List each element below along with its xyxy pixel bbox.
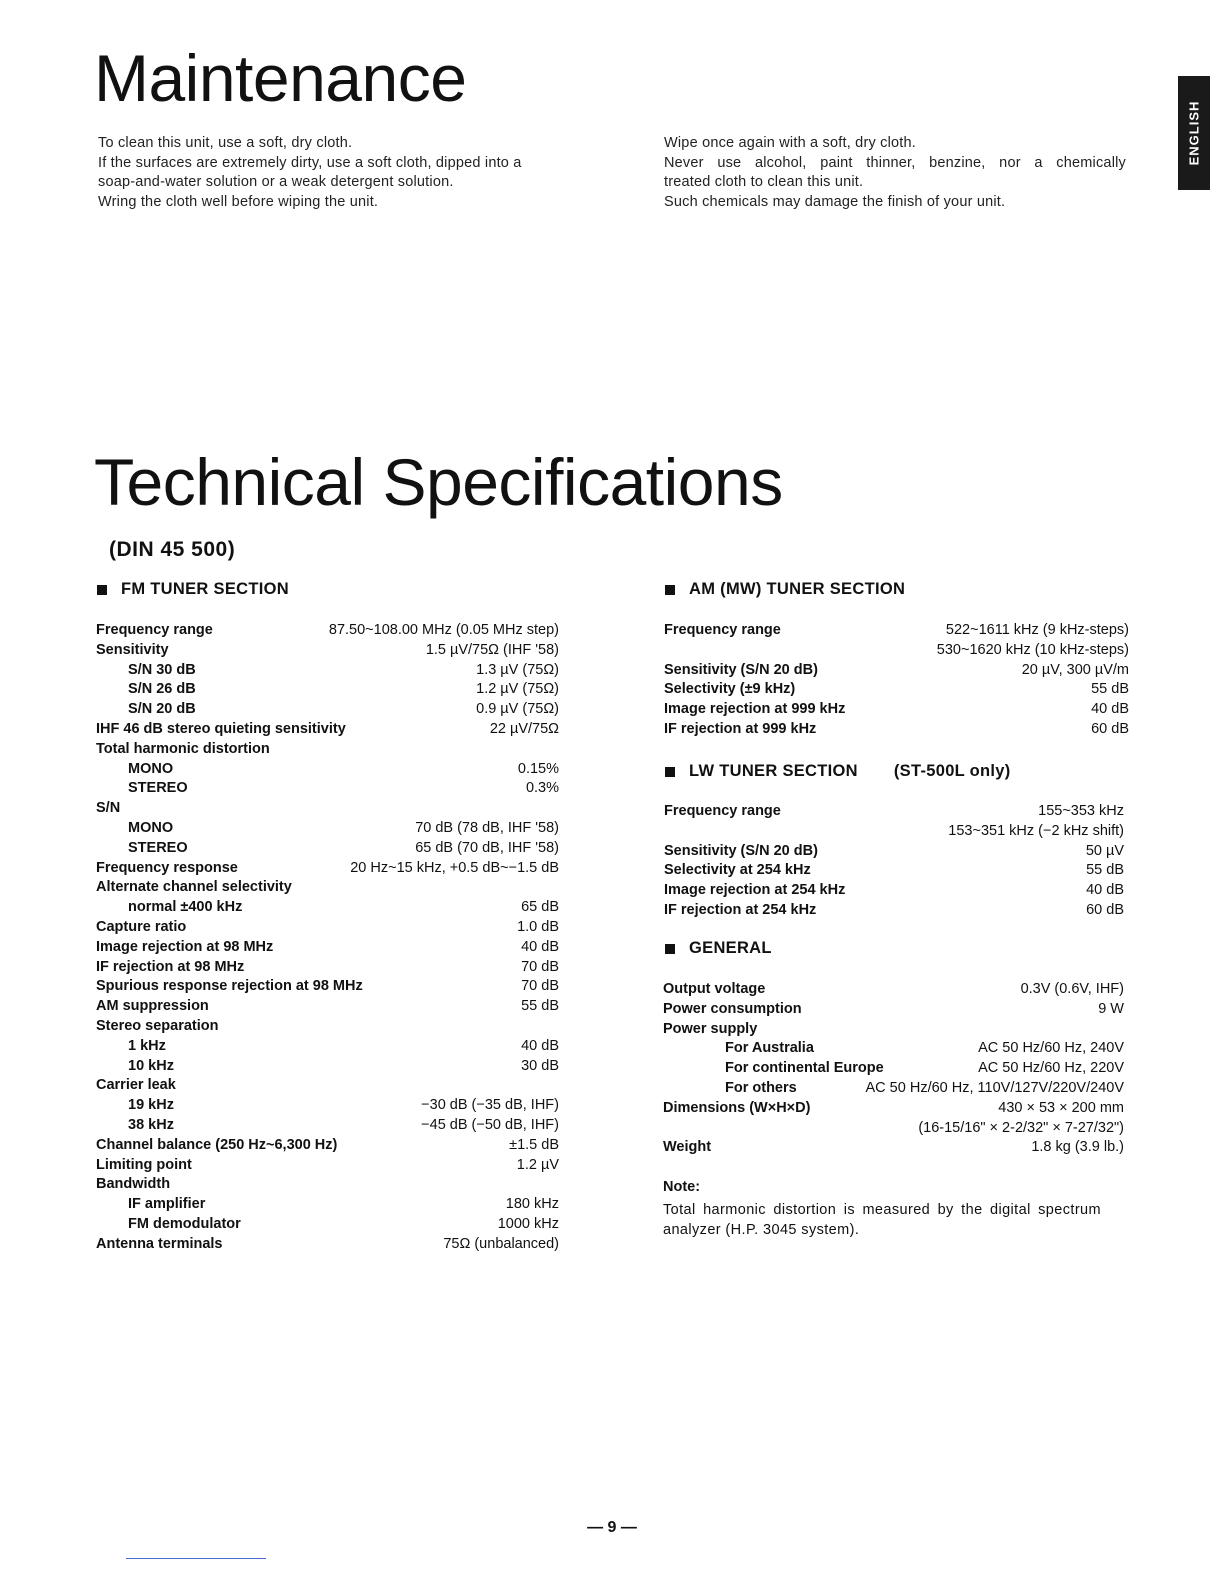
spec-value: 70 dB (78 dB, IHF '58) bbox=[415, 819, 559, 836]
spec-value: 55 dB bbox=[1086, 862, 1124, 879]
spec-value: (16-15/16" × 2-2/32" × 7-27/32") bbox=[918, 1119, 1124, 1136]
spec-row bbox=[96, 938, 559, 958]
spec-value: 40 dB bbox=[521, 938, 559, 955]
spec-row bbox=[96, 1175, 559, 1195]
spec-value: AC 50 Hz/60 Hz, 220V bbox=[978, 1060, 1124, 1077]
spec-label: Sensitivity (S/N 20 dB) bbox=[664, 842, 818, 859]
spec-value: 1.2 µV bbox=[516, 1156, 559, 1173]
spec-label: STEREO bbox=[128, 780, 188, 797]
spec-value: 87.50~108.00 MHz (0.05 MHz step) bbox=[328, 622, 559, 638]
maintenance-line: soap-and-water solution or a weak detergent solution. bbox=[98, 174, 454, 191]
spec-label: IHF 46 dB stereo quieting sensitivity bbox=[96, 720, 346, 737]
spec-row bbox=[664, 822, 1124, 842]
spec-value: 9 W bbox=[1098, 1000, 1124, 1017]
maintenance-line: Never use alcohol, paint thinner, benzine, nor a chemically bbox=[664, 154, 1126, 171]
spec-value: 70 dB bbox=[521, 958, 559, 975]
spec-label: Frequency response bbox=[96, 859, 238, 876]
spec-row bbox=[96, 799, 559, 819]
spec-row bbox=[96, 1195, 559, 1215]
spec-value: 20 µV, 300 µV/m bbox=[1021, 661, 1129, 678]
spec-value: 1000 kHz bbox=[497, 1215, 559, 1232]
spec-label: Sensitivity (S/N 20 dB) bbox=[664, 661, 818, 678]
spec-row bbox=[663, 1079, 1124, 1099]
spec-row bbox=[664, 700, 1129, 720]
spec-label: Limiting point bbox=[96, 1156, 192, 1173]
maintenance-title: Maintenance bbox=[94, 41, 467, 115]
spec-value: 530~1620 kHz (10 kHz-steps) bbox=[936, 641, 1129, 658]
spec-row bbox=[664, 881, 1124, 901]
spec-row bbox=[663, 1119, 1124, 1139]
spec-label: Antenna terminals bbox=[96, 1235, 223, 1252]
spec-value: AC 50 Hz/60 Hz, 240V bbox=[978, 1040, 1124, 1057]
language-tab bbox=[1178, 76, 1210, 190]
spec-label: Image rejection at 999 kHz bbox=[664, 701, 846, 718]
spec-row bbox=[96, 839, 559, 859]
lw-model-note: (ST-500L only) bbox=[893, 762, 1011, 780]
spec-row bbox=[664, 641, 1129, 661]
spec-label: Dimensions (W×H×D) bbox=[663, 1099, 811, 1116]
spec-value: 20 Hz~15 kHz, +0.5 dB~−1.5 dB bbox=[350, 859, 559, 876]
spec-row bbox=[96, 720, 559, 740]
spec-label: Selectivity at 254 kHz bbox=[664, 862, 811, 879]
spec-label: S/N 30 dB bbox=[128, 661, 196, 678]
fm-spec-list bbox=[96, 621, 559, 1255]
spec-value: 1.8 kg (3.9 lb.) bbox=[1031, 1139, 1124, 1156]
spec-row bbox=[664, 680, 1129, 700]
page-number: — 9 — bbox=[587, 1519, 637, 1536]
spec-row bbox=[96, 1156, 559, 1176]
spec-value: 430 × 53 × 200 mm bbox=[998, 1099, 1124, 1116]
spec-row bbox=[663, 1138, 1124, 1158]
fm-section-heading bbox=[97, 580, 289, 599]
spec-value: 70 dB bbox=[521, 978, 559, 995]
spec-label: Carrier leak bbox=[96, 1077, 176, 1094]
spec-row bbox=[96, 918, 559, 938]
maintenance-line: Such chemicals may damage the finish of your unit. bbox=[664, 193, 1006, 210]
spec-value: 22 µV/75Ω bbox=[489, 720, 559, 737]
spec-label: Frequency range bbox=[96, 622, 213, 638]
language-tab-label: ENGLISH bbox=[1186, 100, 1202, 166]
spec-row bbox=[96, 621, 559, 641]
spec-row bbox=[96, 1136, 559, 1156]
lw-heading-text: LW TUNER SECTION bbox=[689, 762, 858, 780]
spec-value: 0.15% bbox=[517, 760, 559, 777]
spec-value: 30 dB bbox=[521, 1057, 559, 1074]
maintenance-left-text bbox=[98, 134, 598, 212]
spec-row bbox=[96, 1017, 559, 1037]
spec-label: 19 kHz bbox=[128, 1097, 174, 1114]
maintenance-line: Wring the cloth well before wiping the unit. bbox=[98, 193, 379, 210]
spec-row bbox=[664, 621, 1129, 641]
spec-label: Sensitivity bbox=[96, 641, 169, 658]
spec-row bbox=[96, 661, 559, 681]
spec-value: 65 dB bbox=[521, 899, 559, 916]
spec-row bbox=[663, 1099, 1124, 1119]
spec-label: Frequency range bbox=[664, 622, 781, 638]
spec-label: S/N 20 dB bbox=[128, 701, 196, 718]
bullet-square-icon bbox=[665, 944, 675, 954]
spec-label: Spurious response rejection at 98 MHz bbox=[96, 978, 363, 995]
spec-row bbox=[664, 720, 1129, 740]
maintenance-line: To clean this unit, use a soft, dry cloth. bbox=[98, 135, 353, 151]
spec-value: 40 dB bbox=[1086, 882, 1124, 899]
spec-row bbox=[96, 819, 559, 839]
spec-row bbox=[96, 700, 559, 720]
spec-value: −30 dB (−35 dB, IHF) bbox=[421, 1097, 559, 1114]
spec-label: Output voltage bbox=[663, 981, 766, 997]
note-text: Total harmonic distortion is measured by the digital spectrum analyzer (H.P. 3045 system). bbox=[663, 1202, 1101, 1238]
spec-value: 153~351 kHz (−2 kHz shift) bbox=[948, 822, 1124, 839]
spec-label: Channel balance (250 Hz~6,300 Hz) bbox=[96, 1136, 338, 1153]
bullet-square-icon bbox=[665, 585, 675, 595]
spec-value: 0.3% bbox=[525, 780, 559, 797]
spec-row bbox=[96, 1235, 559, 1255]
spec-value: 1.2 µV (75Ω) bbox=[476, 681, 559, 698]
general-heading-text: GENERAL bbox=[689, 939, 772, 957]
spec-label: Bandwidth bbox=[96, 1176, 171, 1193]
spec-row bbox=[96, 958, 559, 978]
spec-label: Total harmonic distortion bbox=[96, 740, 270, 757]
spec-value: 1.3 µV (75Ω) bbox=[476, 661, 559, 678]
spec-row bbox=[96, 1076, 559, 1096]
lw-spec-list bbox=[664, 802, 1124, 921]
spec-row bbox=[96, 1096, 559, 1116]
spec-label: FM demodulator bbox=[128, 1215, 241, 1232]
spec-row bbox=[96, 1037, 559, 1057]
am-section-heading bbox=[665, 580, 905, 599]
spec-value: 1.0 dB bbox=[517, 918, 559, 935]
spec-label: 38 kHz bbox=[128, 1116, 174, 1133]
spec-row bbox=[664, 661, 1129, 681]
maintenance-line: treated cloth to clean this unit. bbox=[664, 174, 864, 191]
spec-label: normal ±400 kHz bbox=[128, 899, 243, 916]
spec-value: AC 50 Hz/60 Hz, 110V/127V/220V/240V bbox=[865, 1079, 1124, 1096]
spec-label: MONO bbox=[128, 760, 174, 777]
spec-value: 55 dB bbox=[521, 998, 559, 1015]
fm-heading-text: FM TUNER SECTION bbox=[121, 580, 289, 598]
spec-row bbox=[664, 802, 1124, 822]
note-title: Note: bbox=[663, 1179, 701, 1195]
spec-label: For continental Europe bbox=[725, 1060, 884, 1077]
spec-label: S/N bbox=[96, 800, 121, 817]
spec-row bbox=[664, 861, 1124, 881]
spec-label: Alternate channel selectivity bbox=[96, 879, 292, 896]
am-spec-list bbox=[664, 621, 1129, 740]
spec-label: AM suppression bbox=[96, 998, 209, 1015]
spec-value: ±1.5 dB bbox=[509, 1136, 559, 1153]
spec-row bbox=[663, 1020, 1124, 1040]
spec-value: 1.5 µV/75Ω (IHF '58) bbox=[425, 641, 559, 658]
maintenance-right-text bbox=[664, 134, 1126, 212]
spec-label: Power supply bbox=[663, 1020, 758, 1037]
spec-label: Power consumption bbox=[663, 1000, 802, 1017]
spec-row bbox=[96, 1116, 559, 1136]
spec-row bbox=[96, 977, 559, 997]
general-spec-list bbox=[663, 980, 1124, 1158]
spec-value: 60 dB bbox=[1086, 901, 1124, 918]
spec-label: IF rejection at 98 MHz bbox=[96, 958, 245, 975]
spec-value: 40 dB bbox=[521, 1037, 559, 1054]
spec-value: 0.9 µV (75Ω) bbox=[476, 701, 559, 718]
footer-rule bbox=[126, 1558, 266, 1559]
spec-label: MONO bbox=[128, 819, 174, 836]
spec-value: 50 µV bbox=[1085, 842, 1124, 859]
general-section-heading bbox=[665, 939, 772, 958]
maintenance-line: If the surfaces are extremely dirty, use a soft cloth, dipped into a bbox=[98, 154, 522, 171]
spec-row bbox=[96, 898, 559, 918]
spec-row bbox=[663, 1059, 1124, 1079]
spec-value: 155~353 kHz bbox=[1038, 803, 1124, 819]
spec-label: Capture ratio bbox=[96, 918, 187, 935]
spec-label: Image rejection at 254 kHz bbox=[664, 882, 846, 899]
spec-value: −45 dB (−50 dB, IHF) bbox=[421, 1116, 559, 1133]
spec-row bbox=[663, 1000, 1124, 1020]
specs-title: Technical Specifications bbox=[94, 445, 783, 519]
spec-row bbox=[96, 779, 559, 799]
spec-label: IF rejection at 254 kHz bbox=[664, 901, 817, 918]
spec-label: IF rejection at 999 kHz bbox=[664, 720, 817, 737]
lw-section-heading bbox=[665, 762, 1011, 781]
spec-row bbox=[664, 842, 1124, 862]
maintenance-line: Wipe once again with a soft, dry cloth. bbox=[664, 135, 917, 151]
spec-value: 0.3V (0.6V, IHF) bbox=[1020, 981, 1124, 997]
spec-label: Stereo separation bbox=[96, 1017, 219, 1034]
spec-value: 60 dB bbox=[1091, 720, 1129, 737]
spec-value: 40 dB bbox=[1091, 701, 1129, 718]
spec-value: 522~1611 kHz (9 kHz-steps) bbox=[945, 622, 1129, 638]
spec-label: S/N 26 dB bbox=[128, 681, 196, 698]
spec-label: For others bbox=[725, 1079, 797, 1096]
spec-label: For Australia bbox=[725, 1040, 814, 1057]
spec-value: 65 dB (70 dB, IHF '58) bbox=[415, 839, 559, 856]
bullet-square-icon bbox=[97, 585, 107, 595]
spec-label: Selectivity (±9 kHz) bbox=[664, 681, 796, 698]
spec-row bbox=[664, 901, 1124, 921]
spec-row bbox=[96, 740, 559, 760]
bullet-square-icon bbox=[665, 767, 675, 777]
spec-row bbox=[96, 641, 559, 661]
spec-label: 1 kHz bbox=[128, 1037, 166, 1054]
spec-value: 75Ω (unbalanced) bbox=[443, 1235, 559, 1252]
spec-row bbox=[96, 1057, 559, 1077]
spec-row bbox=[96, 1215, 559, 1235]
spec-label: IF amplifier bbox=[128, 1196, 206, 1213]
spec-row bbox=[96, 878, 559, 898]
spec-row bbox=[663, 1039, 1124, 1059]
spec-label: 10 kHz bbox=[128, 1057, 174, 1074]
spec-row bbox=[663, 980, 1124, 1000]
spec-label: Weight bbox=[663, 1139, 712, 1156]
spec-label: Image rejection at 98 MHz bbox=[96, 938, 274, 955]
spec-label: STEREO bbox=[128, 839, 188, 856]
din-standard: (DIN 45 500) bbox=[109, 538, 236, 561]
am-heading-text: AM (MW) TUNER SECTION bbox=[689, 580, 906, 598]
spec-value: 180 kHz bbox=[505, 1196, 559, 1213]
spec-row bbox=[96, 760, 559, 780]
spec-row bbox=[96, 859, 559, 879]
spec-row bbox=[96, 997, 559, 1017]
spec-value: 55 dB bbox=[1091, 681, 1129, 698]
spec-label: Frequency range bbox=[664, 803, 781, 819]
spec-row bbox=[96, 680, 559, 700]
